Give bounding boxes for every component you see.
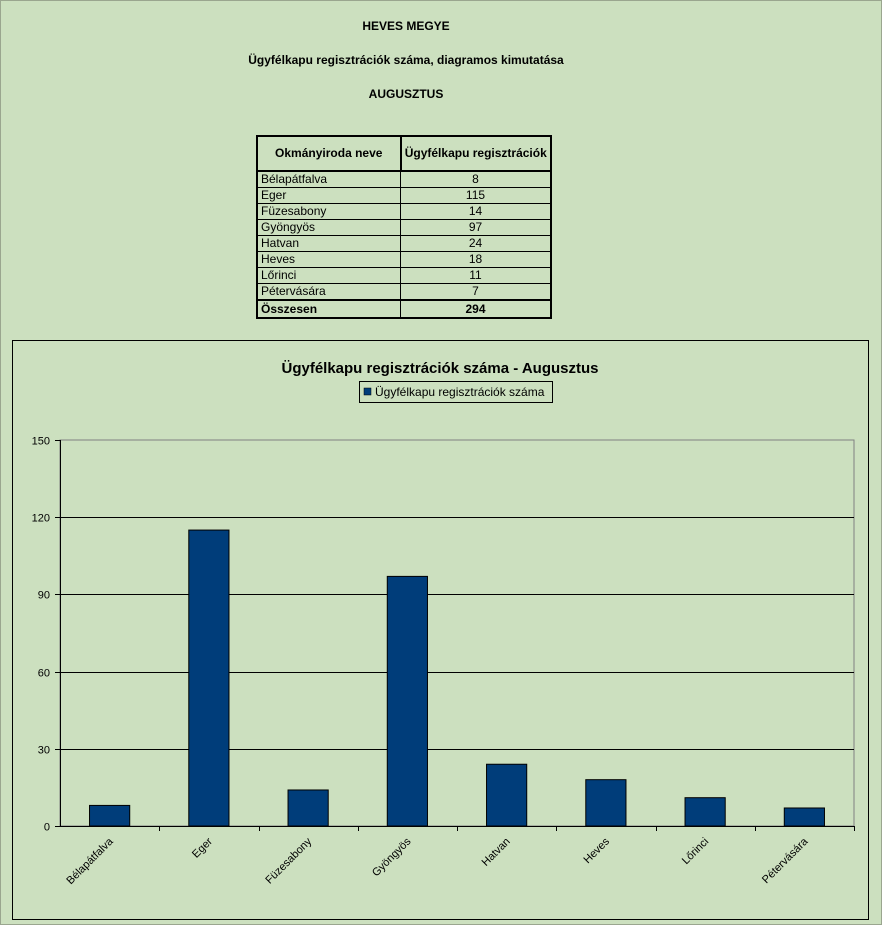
x-tick-label: Eger bbox=[190, 835, 215, 861]
x-tick-label: Füzesabony bbox=[263, 835, 315, 887]
table-total-row bbox=[257, 300, 551, 318]
table-row bbox=[257, 268, 551, 284]
bar bbox=[586, 780, 626, 826]
table-row bbox=[257, 236, 551, 252]
col-header-name: Okmányiroda neve bbox=[257, 136, 401, 171]
county-heading: HEVES MEGYE bbox=[362, 19, 450, 33]
row-value: 24 bbox=[401, 236, 552, 252]
chart-title: Ügyfélkapu regisztrációk száma - Augusztus bbox=[281, 360, 599, 377]
bar bbox=[288, 790, 328, 826]
row-name: Füzesabony bbox=[257, 204, 401, 220]
table-row bbox=[257, 188, 551, 204]
registrations-table bbox=[256, 135, 552, 319]
table-row bbox=[257, 252, 551, 268]
row-value: 8 bbox=[401, 171, 552, 188]
x-tick-label: Heves bbox=[581, 835, 612, 867]
bar bbox=[784, 808, 824, 826]
y-tick-label: 150 bbox=[31, 435, 50, 448]
chart-legend bbox=[360, 382, 553, 403]
y-tick-label: 0 bbox=[43, 821, 50, 834]
bar-chart bbox=[12, 340, 869, 920]
row-value: 18 bbox=[401, 252, 552, 268]
y-tick-label: 60 bbox=[37, 667, 50, 680]
report-subtitle: Ügyfélkapu regisztrációk száma, diagramos kimutatása bbox=[248, 53, 564, 67]
row-value: 97 bbox=[401, 220, 552, 236]
bar bbox=[487, 764, 527, 826]
row-name: Hatvan bbox=[257, 236, 401, 252]
total-label: Összesen bbox=[257, 300, 401, 318]
row-value: 11 bbox=[401, 268, 552, 284]
bar bbox=[387, 576, 427, 826]
row-name: Pétervására bbox=[257, 284, 401, 301]
bar bbox=[685, 798, 725, 826]
y-tick-label: 30 bbox=[37, 744, 50, 757]
row-name: Eger bbox=[257, 188, 401, 204]
plot-area bbox=[32, 436, 855, 887]
x-tick-label: Gyöngyös bbox=[369, 835, 414, 880]
legend-label: Ügyfélkapu regisztrációk száma bbox=[375, 385, 545, 399]
table-row bbox=[257, 204, 551, 220]
row-value: 7 bbox=[401, 284, 552, 301]
table-row bbox=[257, 284, 551, 301]
x-tick-label: Pétervására bbox=[760, 835, 811, 887]
row-value: 115 bbox=[401, 188, 552, 204]
y-tick-label: 120 bbox=[31, 512, 50, 525]
table-row bbox=[257, 171, 551, 188]
x-tick-label: Bélapátfalva bbox=[64, 835, 116, 887]
total-value: 294 bbox=[401, 300, 552, 318]
bar bbox=[189, 530, 229, 826]
bar bbox=[90, 805, 130, 826]
row-name: Lőrinci bbox=[257, 268, 401, 284]
x-tick-label: Hatvan bbox=[479, 835, 513, 869]
col-header-value: Ügyfélkapu regisztrációk bbox=[401, 136, 552, 171]
plot-background bbox=[60, 440, 854, 826]
table-header-row bbox=[257, 136, 551, 171]
row-name: Bélapátfalva bbox=[257, 171, 401, 188]
row-name: Gyöngyös bbox=[257, 220, 401, 236]
legend-swatch bbox=[364, 388, 371, 395]
row-name: Heves bbox=[257, 252, 401, 268]
x-tick-label: Lőrinci bbox=[679, 835, 712, 868]
table-row bbox=[257, 220, 551, 236]
month-heading: AUGUSZTUS bbox=[368, 87, 444, 101]
y-tick-label: 90 bbox=[37, 589, 50, 602]
row-value: 14 bbox=[401, 204, 552, 220]
